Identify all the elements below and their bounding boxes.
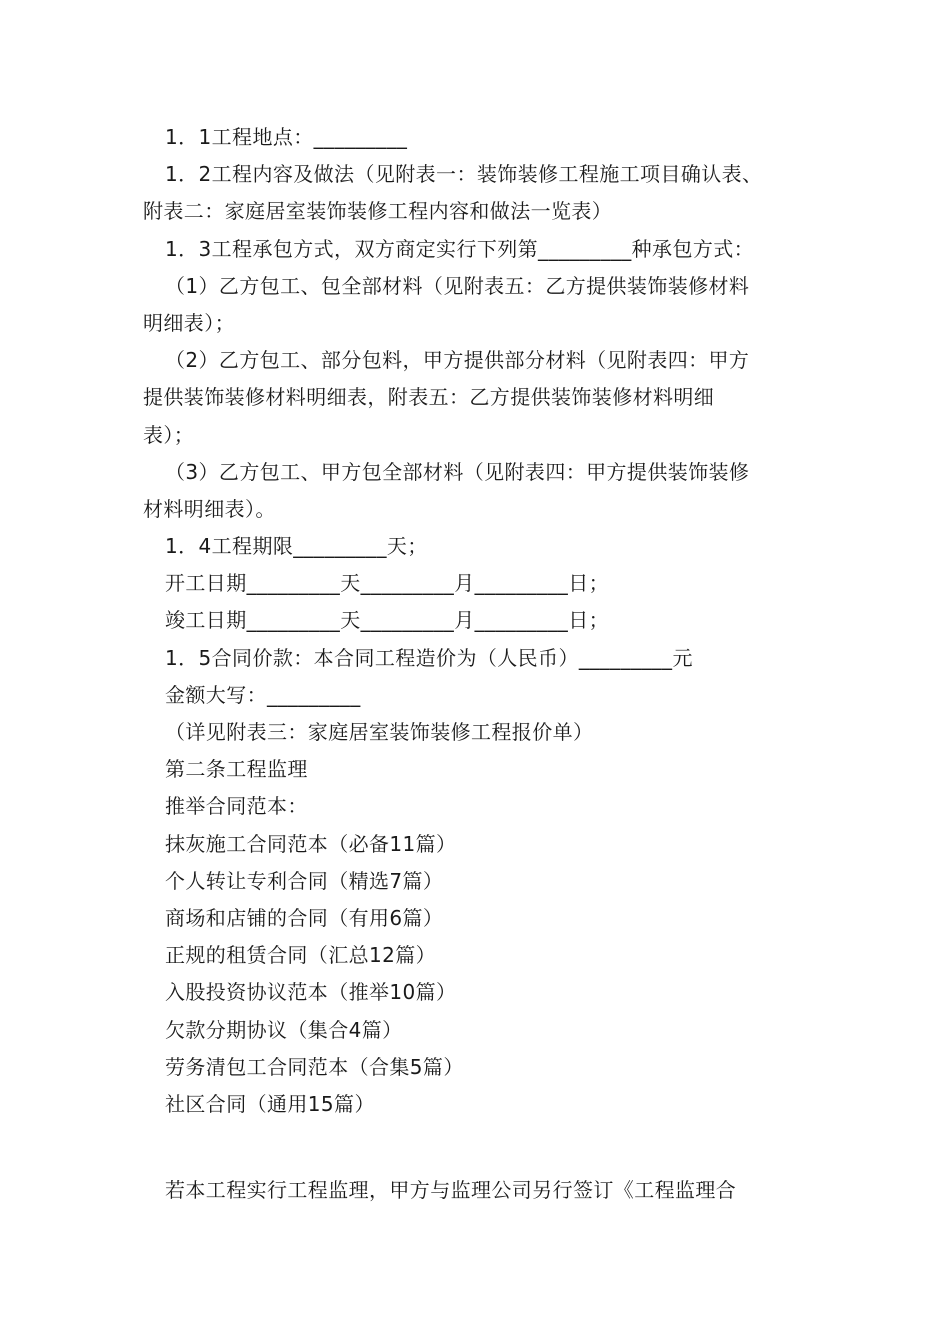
option-2: （2）乙方包工、部分包料，甲方提供部分材料（见附表四：甲方 [165,348,750,373]
template-item: 入股投资协议范本（推举10篇） [165,980,457,1005]
completion-date: 竣工日期_________天_________月_________日； [165,608,609,633]
clause-1-4-duration: 1．4工程期限_________天； [165,534,428,559]
option-2-cont-2: 表）； [143,422,195,447]
article-2-title: 第二条工程监理 [165,757,308,782]
option-3-cont: 材料明细表）。 [143,496,276,521]
template-item: 劳务清包工合同范本（合集5篇） [165,1054,464,1079]
template-item: 个人转让专利合同（精选7篇） [165,868,444,893]
template-item: 正规的租赁合同（汇总12篇） [165,943,437,968]
supervision-paragraph: 若本工程实行工程监理，甲方与监理公司另行签订《工程监理合 [165,1178,737,1203]
template-item: 欠款分期协议（集合4篇） [165,1017,403,1042]
recommended-templates-heading: 推举合同范本： [165,794,308,819]
option-2-cont: 提供装饰装修材料明细表，附表五：乙方提供装饰装修材料明细 [143,385,715,410]
clause-1-1-site: 1．1工程地点：_________ [165,125,408,149]
document-body [143,119,823,1209]
option-3: （3）乙方包工、甲方包全部材料（见附表四：甲方提供装饰装修 [165,459,750,484]
start-date: 开工日期_________天_________月_________日； [165,571,609,596]
template-item: 抹灰施工合同范本（必备11篇） [165,831,457,856]
paragraph-gap [143,1123,823,1160]
amount-in-words: 金额大写：_________ [165,682,361,707]
quote-reference: （详见附表三：家庭居室装饰装修工程报价单） [165,720,594,744]
option-1: （1）乙方包工、包全部材料（见附表五：乙方提供装饰装修材料 [165,273,750,298]
clause-1-5-price: 1．5合同价款：本合同工程造价为（人民币）_________元 [165,645,693,670]
clause-1-3-contract-mode: 1．3工程承包方式，双方商定实行下列第_________种承包方式： [165,236,755,261]
template-item: 社区合同（通用15篇） [165,1091,375,1116]
option-1-cont: 明细表）； [143,310,235,335]
clause-1-2-content: 1．2工程内容及做法（见附表一：装饰装修工程施工项目确认表、 [165,162,763,187]
template-item: 商场和店铺的合同（有用6篇） [165,905,444,930]
clause-1-2-content-cont: 附表二：家庭居室装饰装修工程内容和做法一览表） [143,199,613,224]
